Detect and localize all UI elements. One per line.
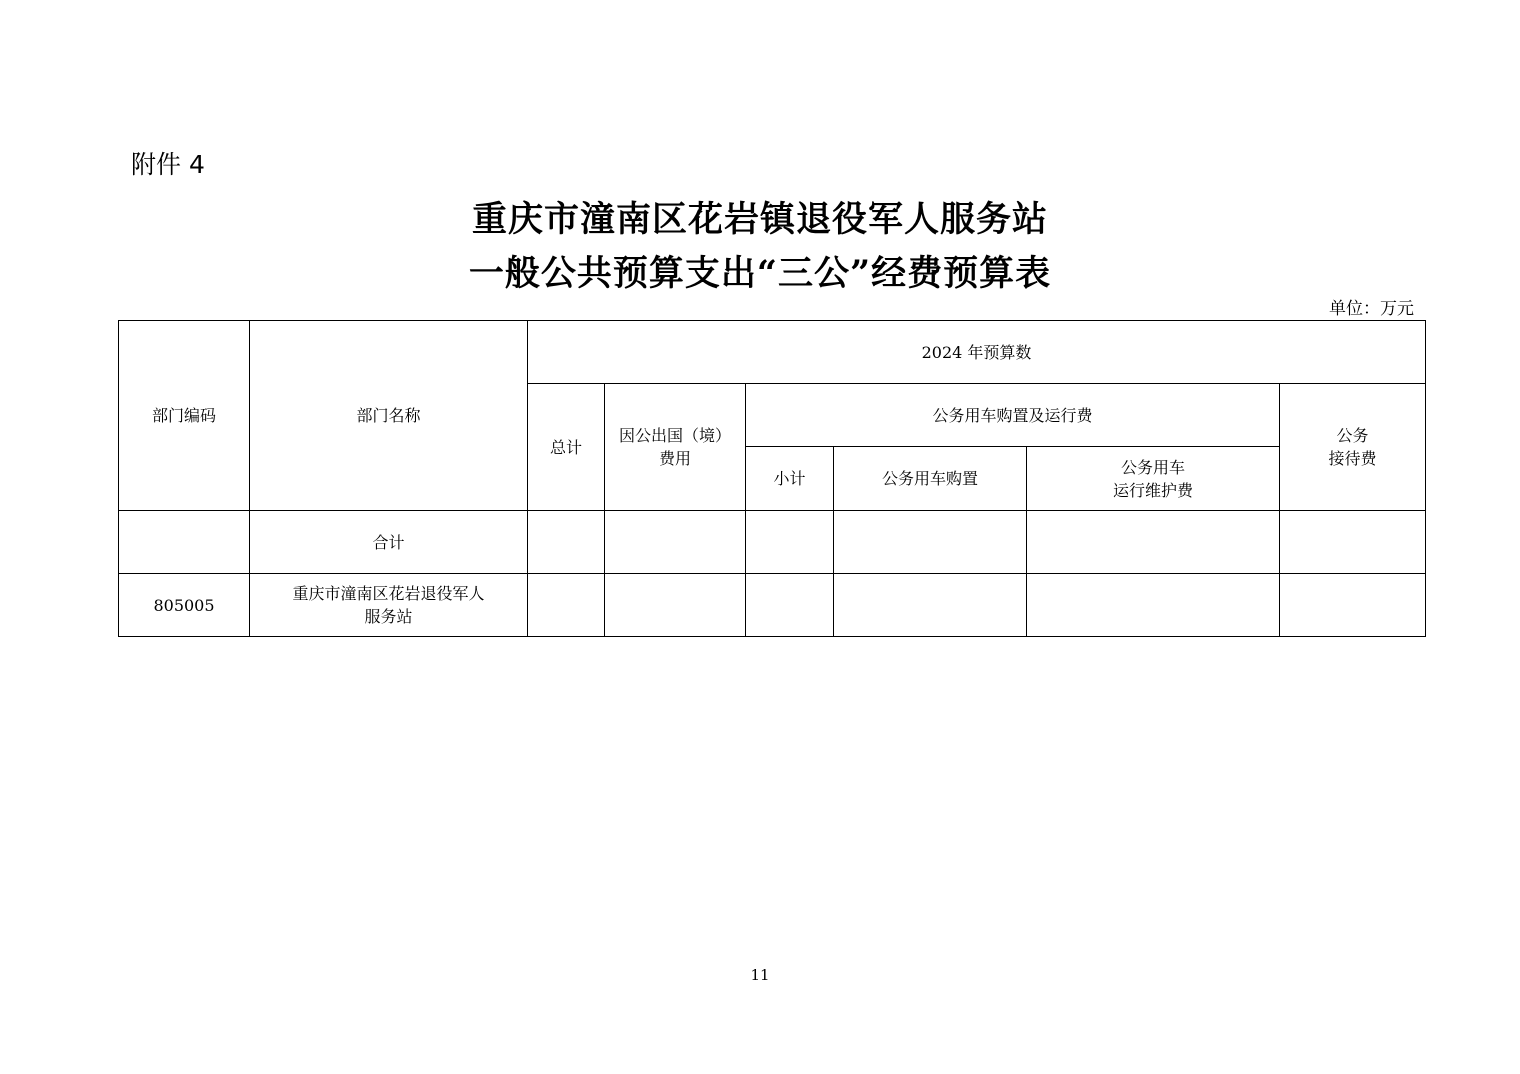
cell-vehicle-maintenance (1027, 574, 1280, 637)
header-subtotal: 小计 (746, 447, 834, 511)
cell-dept-name-line2: 服务站 (364, 607, 413, 626)
table-row (119, 574, 1426, 637)
cell-vehicle-maintenance (1027, 511, 1280, 574)
header-budget-year: 2024 年预算数 (528, 321, 1426, 384)
cell-abroad (605, 511, 746, 574)
header-vehicle-maintenance-line1: 公务用车 (1120, 457, 1185, 477)
header-vehicle-maintenance (1027, 447, 1280, 511)
budget-table (118, 320, 1426, 637)
header-row-1 (119, 321, 1426, 384)
header-abroad-line2: 费用 (658, 449, 691, 468)
cell-total (528, 511, 605, 574)
cell-dept-name (250, 511, 528, 574)
header-abroad-line1: 因公出国（境） (618, 426, 731, 445)
cell-reception (1280, 511, 1426, 574)
header-reception-line2: 接待费 (1328, 449, 1377, 468)
header-reception (1280, 384, 1426, 511)
cell-dept-code: 805005 (119, 574, 250, 637)
header-dept-name: 部门名称 (250, 321, 528, 511)
cell-subtotal (746, 511, 834, 574)
cell-total (528, 574, 605, 637)
cell-dept-name (250, 574, 528, 637)
unit-label: 单位：万元 (1329, 299, 1414, 319)
cell-dept-name-line1: 重庆市潼南区花岩退役军人 (292, 584, 485, 603)
header-vehicle-purchase: 公务用车购置 (834, 447, 1027, 511)
table-row (119, 511, 1426, 574)
document-title-line1: 重庆市潼南区花岩镇退役军人服务站 (471, 199, 1048, 240)
cell-reception (1280, 574, 1426, 637)
header-total: 总计 (528, 384, 605, 511)
document-title-line2: 一般公共预算支出“三公”经费预算表 (468, 253, 1052, 294)
header-vehicle: 公务用车购置及运行费 (746, 384, 1280, 447)
header-dept-code: 部门编码 (119, 321, 250, 511)
page-number: 11 (750, 966, 770, 984)
header-abroad (605, 384, 746, 511)
cell-vehicle-purchase (834, 511, 1027, 574)
header-vehicle-maintenance-line2: 运行维护费 (1112, 480, 1193, 500)
attachment-label: 附件 4 (131, 150, 205, 179)
cell-abroad (605, 574, 746, 637)
cell-dept-name-line1: 合计 (372, 532, 405, 552)
header-reception-line1: 公务 (1336, 426, 1369, 445)
cell-dept-code (119, 511, 250, 574)
cell-subtotal (746, 574, 834, 637)
cell-vehicle-purchase (834, 574, 1027, 637)
